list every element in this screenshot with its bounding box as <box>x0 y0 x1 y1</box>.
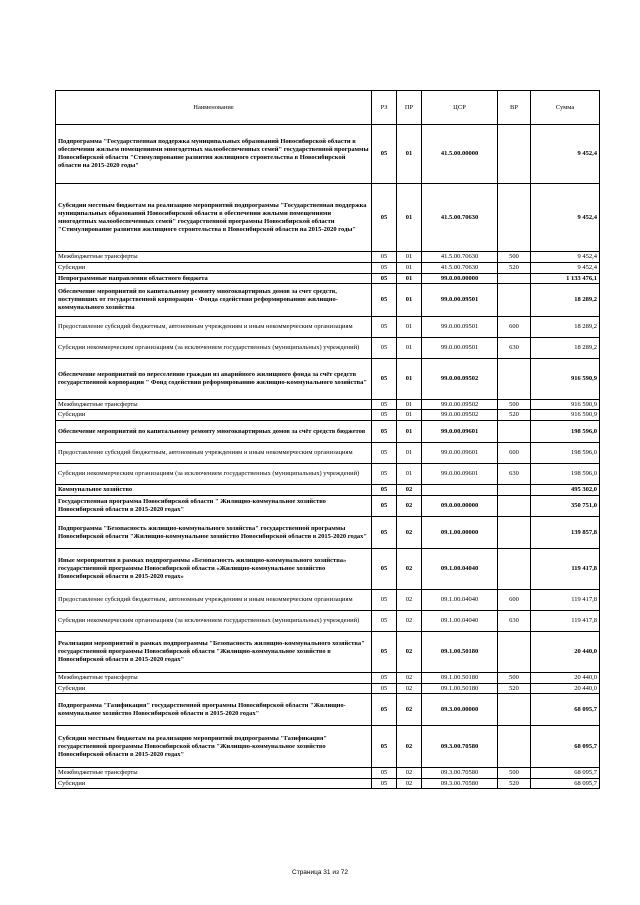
table-row <box>56 263 600 274</box>
cell-sum: 198 596,0 <box>531 464 600 485</box>
cell-pr: 01 <box>397 184 422 252</box>
cell-name: Субсидии некоммерческим организациям (за исключением государственных (муниципальных) учреждений) <box>56 464 372 485</box>
cell-vr <box>498 485 531 496</box>
cell-rz: 05 <box>372 694 397 726</box>
table-row <box>56 779 600 789</box>
table-row <box>56 611 600 632</box>
cell-csr: 41.5.00.00000 <box>422 125 498 184</box>
cell-rz: 05 <box>372 359 397 400</box>
cell-sum: 916 590,9 <box>531 410 600 421</box>
cell-sum: 9 452,4 <box>531 184 600 252</box>
cell-vr <box>498 184 531 252</box>
cell-sum: 20 440,0 <box>531 632 600 673</box>
cell-rz: 05 <box>372 274 397 284</box>
cell-name: Субсидии некоммерческим организациям (за исключением государственных (муниципальных) учреждений) <box>56 611 372 632</box>
cell-name: Субсидии <box>56 684 372 694</box>
cell-name: Обеспечение мероприятий по капитальному ремонту многоквартирных домов за счёт средств бюджетов <box>56 421 372 443</box>
cell-rz: 05 <box>372 338 397 359</box>
cell-sum: 20 440,0 <box>531 684 600 694</box>
cell-pr: 01 <box>397 410 422 421</box>
table-header-row <box>56 91 600 125</box>
cell-csr: 99.0.00.09502 <box>422 359 498 400</box>
cell-name: Подпрограмма "Государственная поддержка муниципальных образований Новосибирской области в обеспечении жильем помещениями многодетных малообеспеченных семей" государственной программы Новосибирской области "Стимулирование развития жилищного строительства в Новосибирской области на 2015-2020 годы" <box>56 125 372 184</box>
cell-vr <box>498 125 531 184</box>
cell-vr: 520 <box>498 263 531 274</box>
cell-sum: 119 417,8 <box>531 590 600 611</box>
table-row <box>56 338 600 359</box>
cell-pr: 02 <box>397 673 422 684</box>
cell-rz: 05 <box>372 549 397 590</box>
cell-pr: 01 <box>397 252 422 263</box>
cell-vr: 600 <box>498 590 531 611</box>
cell-vr: 520 <box>498 410 531 421</box>
cell-name: Межбюджетные трансферты <box>56 252 372 263</box>
cell-pr: 01 <box>397 359 422 400</box>
cell-pr: 02 <box>397 779 422 789</box>
cell-csr: 09.1.00.04040 <box>422 549 498 590</box>
cell-pr: 01 <box>397 338 422 359</box>
cell-csr: 99.0.00.09501 <box>422 317 498 338</box>
table-row <box>56 549 600 590</box>
header-sum: Сумма <box>531 91 600 125</box>
cell-name: Реализация мероприятий в рамках подпрограммы "Безопасность жилищно-коммунального хозяйства" государственной программы Новосибирской области "Жилищно-коммунальное хозяйство в Новосибирской области в 2015-2020 годах" <box>56 632 372 673</box>
cell-sum: 20 440,0 <box>531 673 600 684</box>
cell-pr: 02 <box>397 694 422 726</box>
cell-pr: 02 <box>397 496 422 517</box>
cell-rz: 05 <box>372 443 397 464</box>
cell-sum: 139 857,8 <box>531 517 600 549</box>
cell-name: Подпрограмма "Газификация" государственной программы Новосибирской области "Жилищно-коммунальное хозяйство Новосибирской области в 2015-2020 годах" <box>56 694 372 726</box>
header-csr: ЦСР <box>422 91 498 125</box>
table-row <box>56 443 600 464</box>
cell-name: Субсидии <box>56 263 372 274</box>
table-row <box>56 284 600 317</box>
cell-sum: 198 596,0 <box>531 443 600 464</box>
cell-rz: 05 <box>372 517 397 549</box>
table-row <box>56 317 600 338</box>
cell-vr: 500 <box>498 673 531 684</box>
cell-csr: 41.5.00.70630 <box>422 252 498 263</box>
cell-rz: 05 <box>372 184 397 252</box>
cell-vr: 520 <box>498 684 531 694</box>
cell-csr: 09.0.00.00000 <box>422 496 498 517</box>
cell-rz: 05 <box>372 464 397 485</box>
cell-name: Субсидии <box>56 779 372 789</box>
cell-csr: 99.0.00.09601 <box>422 464 498 485</box>
cell-csr <box>422 485 498 496</box>
cell-sum: 68 095,7 <box>531 768 600 779</box>
cell-csr: 09.1.00.50180 <box>422 673 498 684</box>
cell-vr: 520 <box>498 779 531 789</box>
table-row <box>56 590 600 611</box>
cell-pr: 01 <box>397 421 422 443</box>
cell-vr: 500 <box>498 400 531 410</box>
table-row <box>56 485 600 496</box>
table-row <box>56 421 600 443</box>
cell-pr: 01 <box>397 400 422 410</box>
cell-sum: 18 289,2 <box>531 338 600 359</box>
cell-sum: 18 289,2 <box>531 317 600 338</box>
cell-name: Межбюджетные трансферты <box>56 673 372 684</box>
cell-csr: 09.3.00.70580 <box>422 726 498 768</box>
cell-csr: 09.1.00.50180 <box>422 632 498 673</box>
cell-rz: 05 <box>372 485 397 496</box>
cell-rz: 05 <box>372 590 397 611</box>
cell-rz: 05 <box>372 252 397 263</box>
cell-name: Коммунальное хозяйство <box>56 485 372 496</box>
cell-rz: 05 <box>372 284 397 317</box>
cell-name: Непрограммные направления областного бюджета <box>56 274 372 284</box>
cell-vr <box>498 632 531 673</box>
cell-sum: 68 095,7 <box>531 726 600 768</box>
cell-vr <box>498 694 531 726</box>
cell-csr: 09.1.00.04040 <box>422 590 498 611</box>
cell-rz: 05 <box>372 673 397 684</box>
cell-vr: 600 <box>498 443 531 464</box>
document-page <box>55 90 599 789</box>
cell-rz: 05 <box>372 632 397 673</box>
cell-csr: 41.5.00.70630 <box>422 263 498 274</box>
cell-pr: 02 <box>397 726 422 768</box>
cell-name: Субсидии <box>56 410 372 421</box>
table-row <box>56 184 600 252</box>
cell-name: Государственная программа Новосибирской области " Жилищно-коммунальное хозяйство Новосибирской области в 2015-2020 годах" <box>56 496 372 517</box>
cell-rz: 05 <box>372 726 397 768</box>
cell-name: Предоставление субсидий бюджетным, автономным учреждениям и иным некоммерческим организациям <box>56 590 372 611</box>
cell-vr <box>498 517 531 549</box>
cell-vr: 500 <box>498 252 531 263</box>
table-row <box>56 768 600 779</box>
cell-sum: 68 095,7 <box>531 694 600 726</box>
cell-rz: 05 <box>372 768 397 779</box>
cell-vr: 500 <box>498 768 531 779</box>
table-row <box>56 274 600 284</box>
table-row <box>56 684 600 694</box>
header-rz: РЗ <box>372 91 397 125</box>
header-name: Наименование <box>56 91 372 125</box>
cell-name: Субсидии местным бюджетам на реализацию мероприятий подпрограммы "Государственная поддержка муниципальных образований Новосибирской области в обеспечении жилыми помещениями многодетных малообеспеченных семей" государственной программы Новосибирской области "Стимулирование развития жилищного строительства в Новосибирской области на 2015-2020 годы" <box>56 184 372 252</box>
cell-csr: 99.0.00.09601 <box>422 443 498 464</box>
cell-csr: 09.3.00.70580 <box>422 768 498 779</box>
table-row <box>56 359 600 400</box>
cell-rz: 05 <box>372 496 397 517</box>
cell-rz: 05 <box>372 684 397 694</box>
cell-pr: 01 <box>397 263 422 274</box>
cell-vr <box>498 549 531 590</box>
cell-sum: 916 590,9 <box>531 400 600 410</box>
cell-pr: 02 <box>397 684 422 694</box>
cell-name: Обеспечение мероприятий по капитальному ремонту многоквартирных домов за счет средств, поступивших от государственной корпорации - Фонда содействия реформированию жилищно-коммунального хозяйства <box>56 284 372 317</box>
cell-vr: 630 <box>498 338 531 359</box>
cell-csr: 09.3.00.00000 <box>422 694 498 726</box>
cell-pr: 01 <box>397 274 422 284</box>
cell-csr: 99.0.00.09501 <box>422 338 498 359</box>
cell-sum: 495 302,0 <box>531 485 600 496</box>
cell-vr <box>498 496 531 517</box>
cell-sum: 350 751,0 <box>531 496 600 517</box>
cell-vr <box>498 726 531 768</box>
cell-name: Иные мероприятия в рамках подпрограммы «Безопасность жилищно-коммунального хозяйства» государственной программы Новосибирской области «Жилищно-коммунальное хозяйство Новосибирской области в 2015-2020 годах» <box>56 549 372 590</box>
cell-name: Субсидии местным бюджетам на реализацию мероприятий подпрограммы "Газификация" государственной программы Новосибирской области "Жилищно-коммунальное хозяйство Новосибирской области в 2015-2020 годах" <box>56 726 372 768</box>
cell-name: Подпрограмма "Безопасность жилищно-коммунального хозяйства" государственной программы Новосибирской области "Жилищно-коммунальное хозяйство Новосибирской области в 2015-2020 годах" <box>56 517 372 549</box>
cell-pr: 02 <box>397 590 422 611</box>
table-row <box>56 410 600 421</box>
cell-sum: 198 596,0 <box>531 421 600 443</box>
cell-name: Предоставление субсидий бюджетным, автономным учреждениям и иным некоммерческим организациям <box>56 317 372 338</box>
cell-csr: 09.1.00.00000 <box>422 517 498 549</box>
cell-name: Обеспечение мероприятий по переселению граждан из аварийного жилищного фонда за счёт средств государственной корпорации " Фонд содействия реформированию жилищно-коммунального хозяйства" <box>56 359 372 400</box>
cell-name: Межбюджетные трансферты <box>56 400 372 410</box>
cell-pr: 02 <box>397 485 422 496</box>
header-vr: ВР <box>498 91 531 125</box>
cell-csr: 99.0.00.09502 <box>422 410 498 421</box>
table-row <box>56 673 600 684</box>
cell-pr: 01 <box>397 125 422 184</box>
cell-csr: 09.3.00.70580 <box>422 779 498 789</box>
page-number: Страница 31 из 72 <box>292 869 348 876</box>
table-row <box>56 694 600 726</box>
cell-pr: 01 <box>397 317 422 338</box>
table-row <box>56 517 600 549</box>
cell-rz: 05 <box>372 317 397 338</box>
cell-vr <box>498 421 531 443</box>
table-row <box>56 632 600 673</box>
cell-csr: 09.1.00.50180 <box>422 684 498 694</box>
cell-vr <box>498 284 531 317</box>
cell-sum: 119 417,8 <box>531 549 600 590</box>
cell-sum: 916 590,9 <box>531 359 600 400</box>
table-row <box>56 125 600 184</box>
cell-rz: 05 <box>372 611 397 632</box>
table-row <box>56 252 600 263</box>
header-pr: ПР <box>397 91 422 125</box>
cell-name: Предоставление субсидий бюджетным, автономным учреждениям и иным некоммерческим организациям <box>56 443 372 464</box>
cell-pr: 02 <box>397 611 422 632</box>
table-row <box>56 464 600 485</box>
table-row <box>56 496 600 517</box>
cell-name: Субсидии некоммерческим организациям (за исключением государственных (муниципальных) учреждений) <box>56 338 372 359</box>
table-row <box>56 400 600 410</box>
cell-sum: 9 452,4 <box>531 252 600 263</box>
cell-vr: 630 <box>498 611 531 632</box>
cell-sum: 18 289,2 <box>531 284 600 317</box>
cell-sum: 9 452,4 <box>531 263 600 274</box>
cell-vr: 600 <box>498 317 531 338</box>
cell-sum: 1 133 476,1 <box>531 274 600 284</box>
cell-csr: 41.5.00.70630 <box>422 184 498 252</box>
cell-pr: 02 <box>397 549 422 590</box>
cell-csr: 99.0.00.09501 <box>422 284 498 317</box>
cell-pr: 02 <box>397 768 422 779</box>
cell-rz: 05 <box>372 400 397 410</box>
cell-vr: 630 <box>498 464 531 485</box>
cell-rz: 05 <box>372 125 397 184</box>
cell-csr: 99.0.00.00000 <box>422 274 498 284</box>
cell-pr: 01 <box>397 464 422 485</box>
cell-sum: 68 095,7 <box>531 779 600 789</box>
cell-pr: 02 <box>397 632 422 673</box>
cell-pr: 01 <box>397 443 422 464</box>
cell-vr <box>498 274 531 284</box>
cell-rz: 05 <box>372 421 397 443</box>
cell-rz: 05 <box>372 779 397 789</box>
cell-sum: 119 417,8 <box>531 611 600 632</box>
cell-pr: 01 <box>397 284 422 317</box>
cell-csr: 09.1.00.04040 <box>422 611 498 632</box>
cell-csr: 99.0.00.09601 <box>422 421 498 443</box>
cell-name: Межбюджетные трансферты <box>56 768 372 779</box>
cell-vr <box>498 359 531 400</box>
cell-csr: 99.0.00.09502 <box>422 400 498 410</box>
cell-sum: 9 452,4 <box>531 125 600 184</box>
cell-rz: 05 <box>372 263 397 274</box>
cell-pr: 02 <box>397 517 422 549</box>
budget-table <box>55 90 600 789</box>
cell-rz: 05 <box>372 410 397 421</box>
table-row <box>56 726 600 768</box>
